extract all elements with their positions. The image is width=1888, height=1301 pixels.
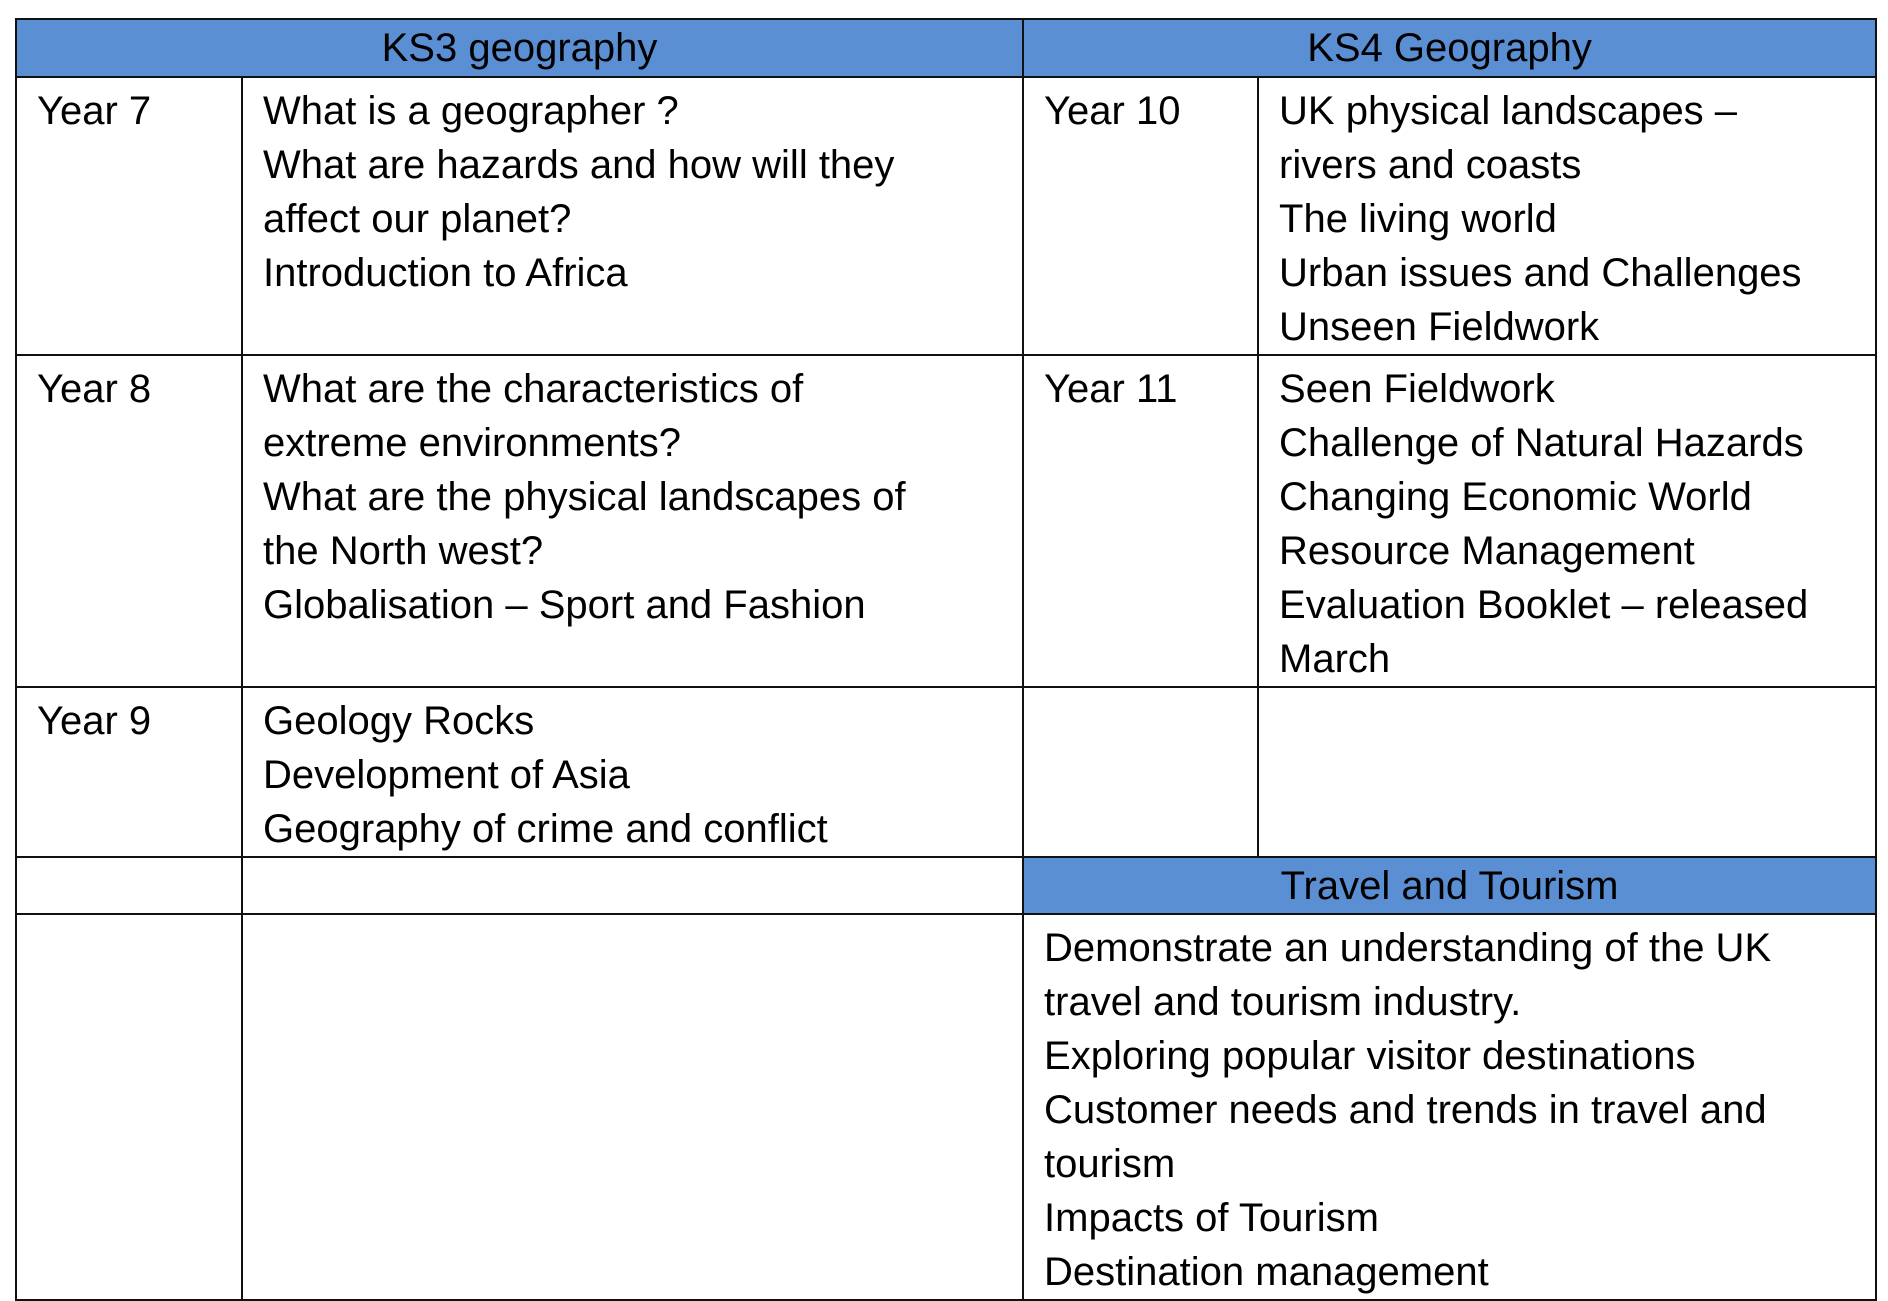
ks3-header: KS3 geography	[16, 19, 1023, 77]
empty-cell	[242, 857, 1023, 914]
topic-line: extreme environments?	[263, 421, 681, 465]
topic-line: The living world	[1279, 197, 1557, 241]
topic-line: Seen Fieldwork	[1279, 367, 1555, 411]
topic-line: What is a geographer ?	[263, 89, 679, 133]
topic-line: tourism	[1044, 1142, 1176, 1186]
topic-line: Destination management	[1044, 1250, 1489, 1294]
topic-line: Geography of crime and conflict	[263, 807, 828, 851]
topic-line: Exploring popular visitor destinations	[1044, 1034, 1696, 1078]
topic-line: Demonstrate an understanding of the UK	[1044, 926, 1772, 970]
topic-line: the North west?	[263, 529, 544, 573]
empty-cell	[1258, 687, 1876, 857]
table-row	[16, 77, 1876, 355]
topic-line: Development of Asia	[263, 753, 630, 797]
travel-tourism-header: Travel and Tourism	[1023, 857, 1876, 914]
key-stage-header-row	[16, 19, 1876, 77]
year-7-topics	[242, 77, 1023, 355]
curriculum-table	[15, 18, 1877, 1301]
topic-line: Challenge of Natural Hazards	[1279, 421, 1804, 465]
topic-line: Customer needs and trends in travel and	[1044, 1088, 1767, 1132]
topic-line: Changing Economic World	[1279, 475, 1752, 519]
year-11-topics	[1258, 355, 1876, 687]
year-11-label: Year 11	[1023, 355, 1258, 687]
topic-line: What are the characteristics of	[263, 367, 804, 411]
topic-line: Geology Rocks	[263, 699, 535, 743]
topic-line: Impacts of Tourism	[1044, 1196, 1379, 1240]
topic-line: UK physical landscapes –	[1279, 89, 1738, 133]
topic-line: rivers and coasts	[1279, 143, 1582, 187]
topic-line: Urban issues and Challenges	[1279, 251, 1802, 295]
topic-line: What are hazards and how will they	[263, 143, 895, 187]
topic-line: Unseen Fieldwork	[1279, 305, 1600, 349]
table-row	[16, 914, 1876, 1300]
topic-line: affect our planet?	[263, 197, 572, 241]
empty-cell	[16, 914, 242, 1300]
year-7-label: Year 7	[16, 77, 242, 355]
empty-cell	[16, 857, 242, 914]
topic-line: Resource Management	[1279, 529, 1695, 573]
topic-line: Evaluation Booklet – released	[1279, 583, 1809, 627]
year-8-topics	[242, 355, 1023, 687]
table-row	[16, 687, 1876, 857]
year-8-label: Year 8	[16, 355, 242, 687]
topic-line: Introduction to Africa	[263, 251, 628, 295]
empty-cell	[1023, 687, 1258, 857]
empty-cell	[242, 914, 1023, 1300]
curriculum-page	[15, 18, 1875, 1294]
topic-line: Globalisation – Sport and Fashion	[263, 583, 866, 627]
year-10-label: Year 10	[1023, 77, 1258, 355]
ks4-header: KS4 Geography	[1023, 19, 1876, 77]
travel-header-row	[16, 857, 1876, 914]
travel-tourism-topics	[1023, 914, 1876, 1300]
topic-line: travel and tourism industry.	[1044, 980, 1522, 1024]
year-9-topics	[242, 687, 1023, 857]
year-10-topics	[1258, 77, 1876, 355]
topic-line: What are the physical landscapes of	[263, 475, 906, 519]
table-row	[16, 355, 1876, 687]
topic-line: March	[1279, 637, 1391, 681]
year-9-label: Year 9	[16, 687, 242, 857]
